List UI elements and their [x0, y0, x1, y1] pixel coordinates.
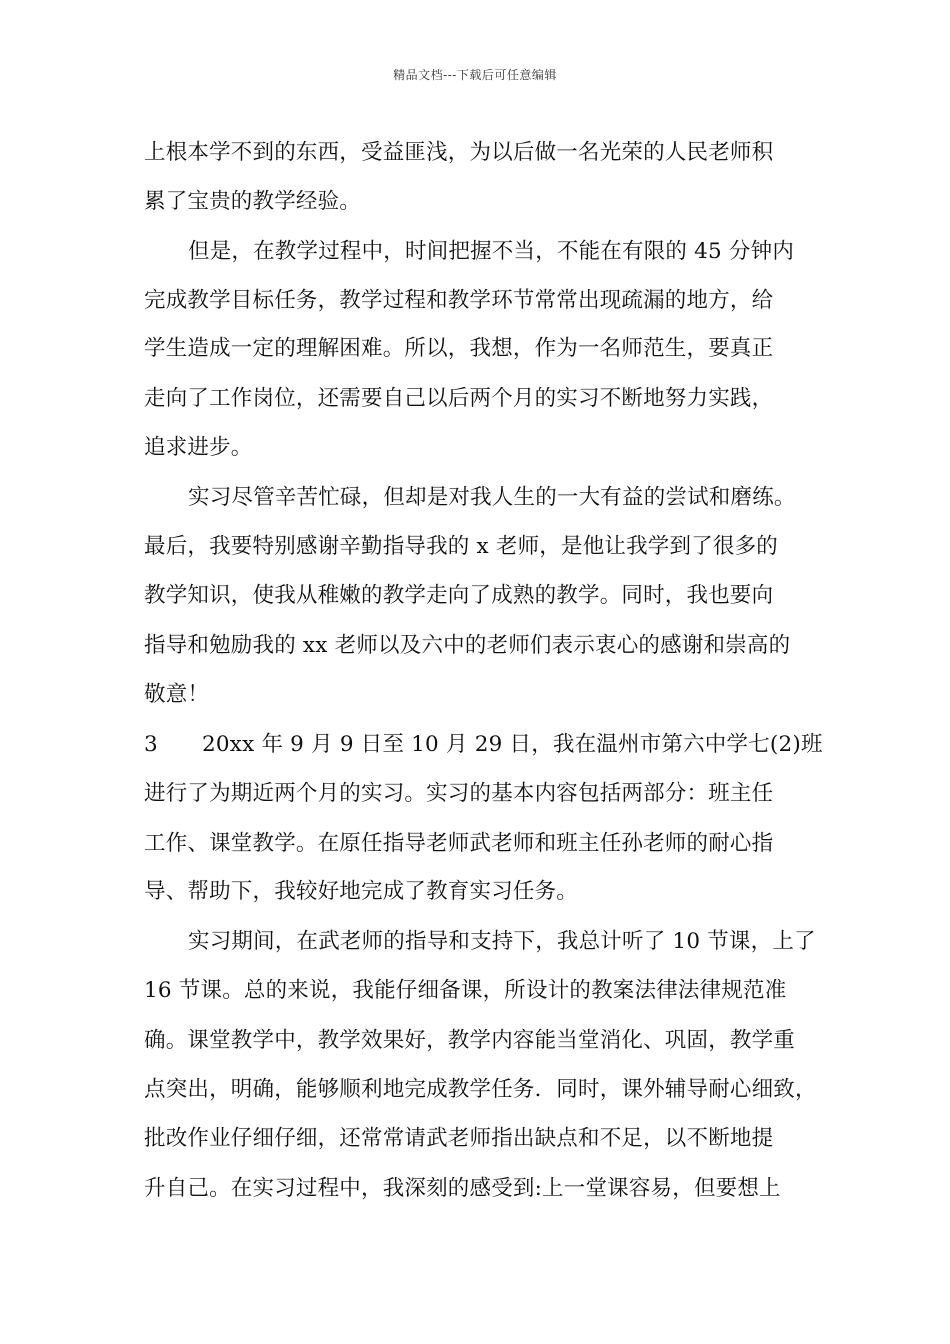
section-number: 3: [144, 732, 158, 757]
body-line: 进行了为期近两个月的实习。实习的基本内容包括两部分：班主任: [144, 781, 774, 806]
body-line: 但是，在教学过程中，时间把握不当，不能在有限的 45 分钟内: [188, 239, 795, 264]
page-header: 精品文档---下载后可任意编辑: [393, 68, 557, 82]
body-line: 实习期间，在武老师的指导和支持下，我总计听了 10 节课，上了: [188, 929, 816, 954]
body-line: 完成教学目标任务，教学过程和教学环节常常出现疏漏的地方，给: [144, 288, 774, 313]
body-line: 16 节课。总的来说，我能仔细备课，所设计的教案法律法律规范准: [144, 978, 787, 1003]
body-line: 点突出，明确，能够顺利地完成教学任务．同时，课外辅导耐心细致，: [144, 1077, 817, 1102]
body-line: 教学知识，使我从稚嫩的教学走向了成熟的教学。同时，我也要向: [144, 583, 774, 608]
body-line: 导、帮助下，我较好地完成了教育实习任务。: [144, 879, 579, 904]
body-line: 学生造成一定的理解困难。所以，我想，作为一名师范生，要真正: [144, 336, 774, 361]
body-line: 累了宝贵的教学经验。: [144, 189, 362, 214]
body-line: 升自己。在实习过程中，我深刻的感受到:上一堂课容易，但要想上: [144, 1176, 781, 1201]
body-line: 实习尽管辛苦忙碌，但却是对我人生的一大有益的尝试和磨练。: [188, 485, 796, 510]
body-line-text: 20xx 年 9 月 9 日至 10 月 29 日，我在温州市第六中学七(2)班: [202, 732, 823, 757]
body-line: 上根本学不到的东西，受益匪浅，为以后做一名光荣的人民老师积: [144, 140, 774, 165]
body-line: 工作、课堂教学。在原任指导老师武老师和班主任孙老师的耐心指: [144, 831, 774, 856]
body-line: 指导和勉励我的 xx 老师以及六中的老师们表示衷心的感谢和崇高的: [144, 633, 791, 658]
body-line: 敬意！: [144, 682, 210, 707]
body-line: 追求进步。: [144, 435, 253, 460]
body-line: 批改作业仔细仔细，还常常请武老师指出缺点和不足，以不断地提: [144, 1126, 774, 1151]
body-line: 确。课堂教学中，教学效果好，教学内容能当堂消化、巩固，教学重: [144, 1028, 796, 1053]
body-line: 走向了工作岗位，还需要自己以后两个月的实习不断地努力实践，: [144, 386, 774, 411]
section-start-line: [144, 730, 823, 760]
body-line: 最后，我要特别感谢辛勤指导我的 x 老师，是他让我学到了很多的: [144, 534, 778, 559]
